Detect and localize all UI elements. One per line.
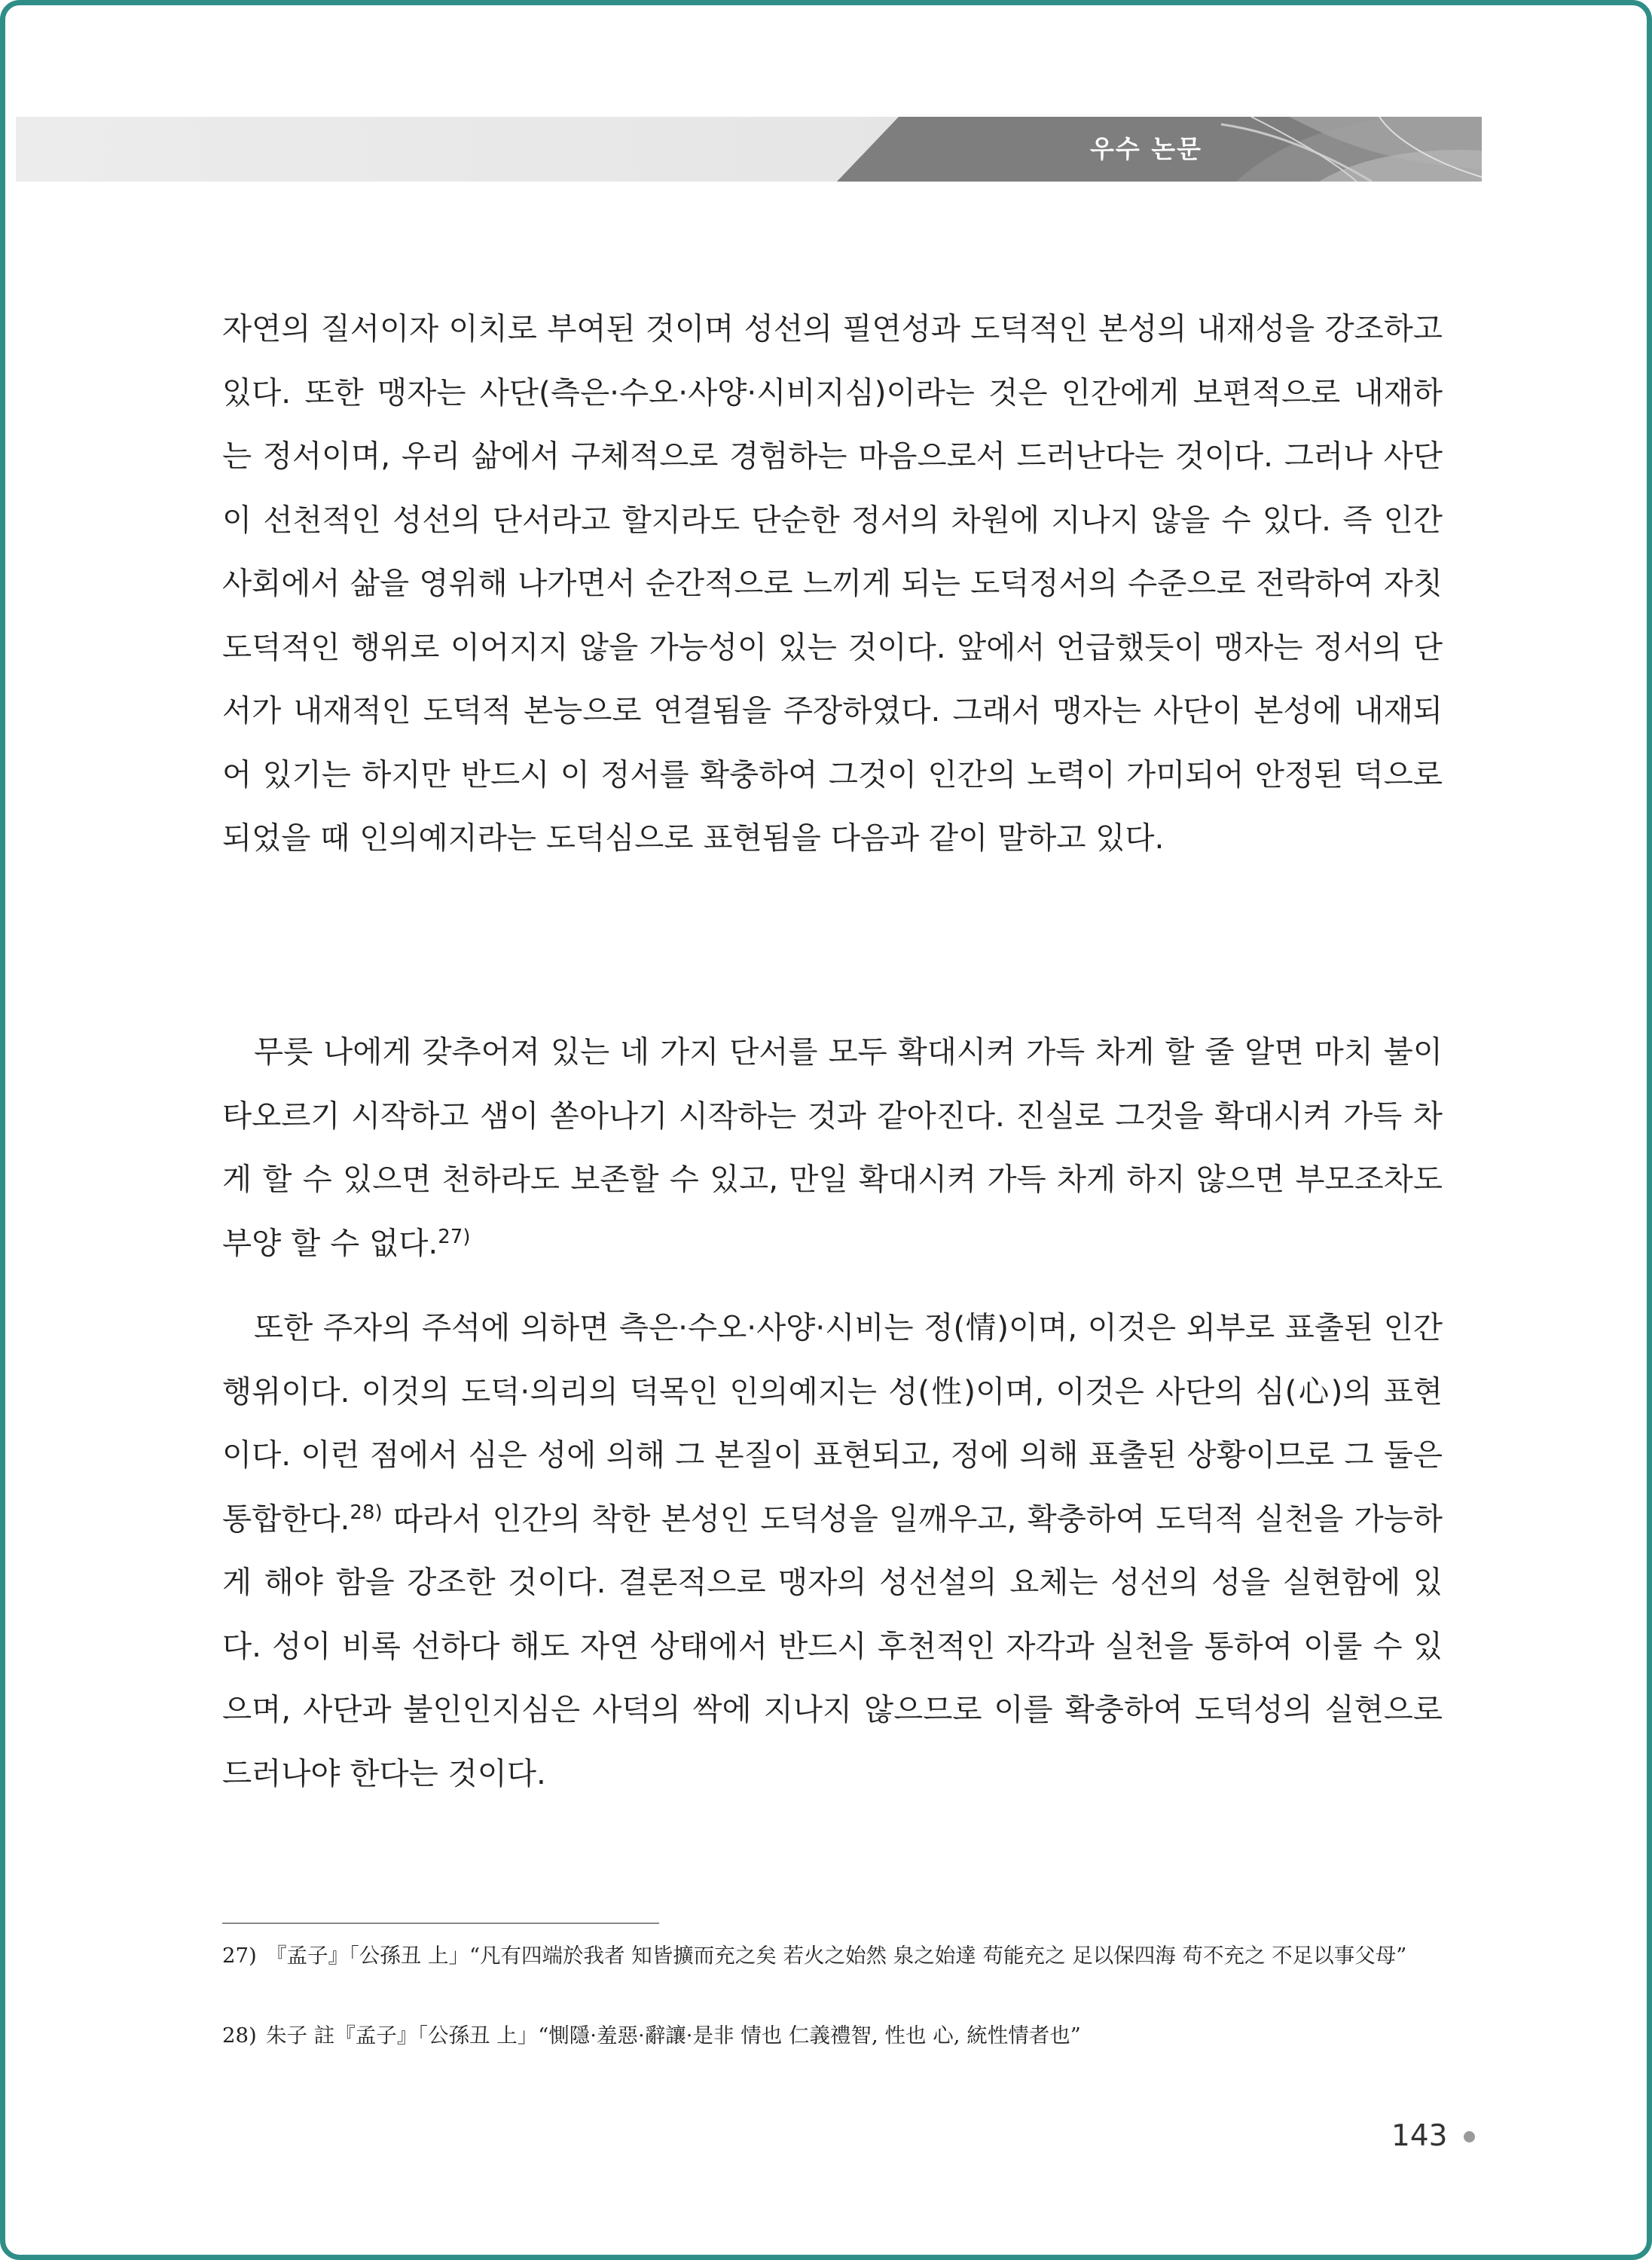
footnote-ref-28[interactable]: 28) (350, 1501, 383, 1524)
footnote-27 (222, 1938, 1443, 1973)
paragraph-2-content (222, 1296, 1443, 1805)
footnote-divider (222, 1923, 659, 1924)
footnote-28 (222, 2018, 1443, 2053)
footnote-text: 朱子 註『孟子』「公孫丑 上」“惻隱·羞惡·辭讓·是非 情也 仁義禮智, 性也 心, 統性情者也” (266, 2023, 1081, 2048)
paragraph-text: 따라서 인간의 착한 본성인 도덕성을 일깨우고, 확충하여 도덕적 실천을 가능하게 해야 함을 강조한 것이다. 결론적으로 맹자의 성선설의 요체는 성선의 성을 실현함에 있다. 성이 비록 선하다 해도 자연 상태에서 반드시 후천적인 자각과 실천을 통하여 이룰 수 있으며, 사단과 불인인지심은 사덕의 싹에 지나지 않으므로 이를 확충하여 도덕성의 실현으로 드러나야 한다는 것이다. (222, 1500, 1443, 1791)
block-quote (222, 1020, 1443, 1275)
body-paragraph-2 (222, 1296, 1443, 1805)
quote-text: 무릇 나에게 갖추어져 있는 네 가지 단서를 모두 확대시켜 가득 차게 할 줄 알면 마치 불이 타오르기 시작하고 샘이 쏟아나기 시작하는 것과 같아진다. 진실로 그것을 확대시켜 가득 차게 할 수 있으면 천하라도 보존할 수 있고, 만일 확대시켜 가득 차게 하지 않으면 부모조차도 부양 할 수 없다. (222, 1034, 1443, 1261)
quote-paragraph (222, 1020, 1443, 1275)
body-paragraph-1 (222, 297, 1443, 870)
page-number-dot-icon (1464, 2131, 1475, 2142)
footnote-text: 『孟子』「公孫丑 上」“凡有四端於我者 知皆擴而充之矣 若火之始然 泉之始達 苟能充之 足以保四海 苟不充之 不足以事父母” (266, 1944, 1407, 1968)
footnote-number: 28) (222, 2023, 257, 2048)
running-header (16, 117, 1482, 182)
section-label: 우수 논문 (1090, 134, 1203, 163)
page-number: 143 (1391, 2119, 1448, 2153)
footnote-ref-27[interactable]: 27) (438, 1225, 471, 1248)
footnote-number: 27) (222, 1944, 257, 1968)
paragraph-text: 또한 주자의 주석에 의하면 측은·수오·사양·시비는 정(情)이며, 이것은 외부로 표출된 인간행위이다. 이것의 도덕·의리의 덕목인 인의예지는 성(性)이며, 이것은 사단의 심(心)의 표현이다. 이런 점에서 심은 성에 의해 그 본질이 표현되고, 정에 의해 표출된 상황이므로 그 둘은 통합한다. (222, 1309, 1443, 1537)
header-decoration-icon (1206, 117, 1482, 182)
paragraph-text: 자연의 질서이자 이치로 부여된 것이며 성선의 필연성과 도덕적인 본성의 내재성을 강조하고 있다. 또한 맹자는 사단(측은·수오·사양·시비지심)이라는 것은 인간에게 보편적으로 내재하는 정서이며, 우리 삶에서 구체적으로 경험하는 마음으로서 드러난다는 것이다. 그러나 사단이 선천적인 성선의 단서라고 할지라도 단순한 정서의 차원에 지나지 않을 수 있다. 즉 인간사회에서 삶을 영위해 나가면서 순간적으로 느끼게 되는 도덕정서의 수준으로 전락하여 자칫 도덕적인 행위로 이어지지 않을 가능성이 있는 것이다. 앞에서 언급했듯이 맹자는 정서의 단서가 내재적인 도덕적 본능으로 연결됨을 주장하였다. 그래서 맹자는 사단이 본성에 내재되어 있기는 하지만 반드시 이 정서를 확충하여 그것이 인간의 노력이 가미되어 안정된 덕으로 되었을 때 인의예지라는 도덕심으로 표현됨을 다음과 같이 말하고 있다. (222, 310, 1443, 856)
